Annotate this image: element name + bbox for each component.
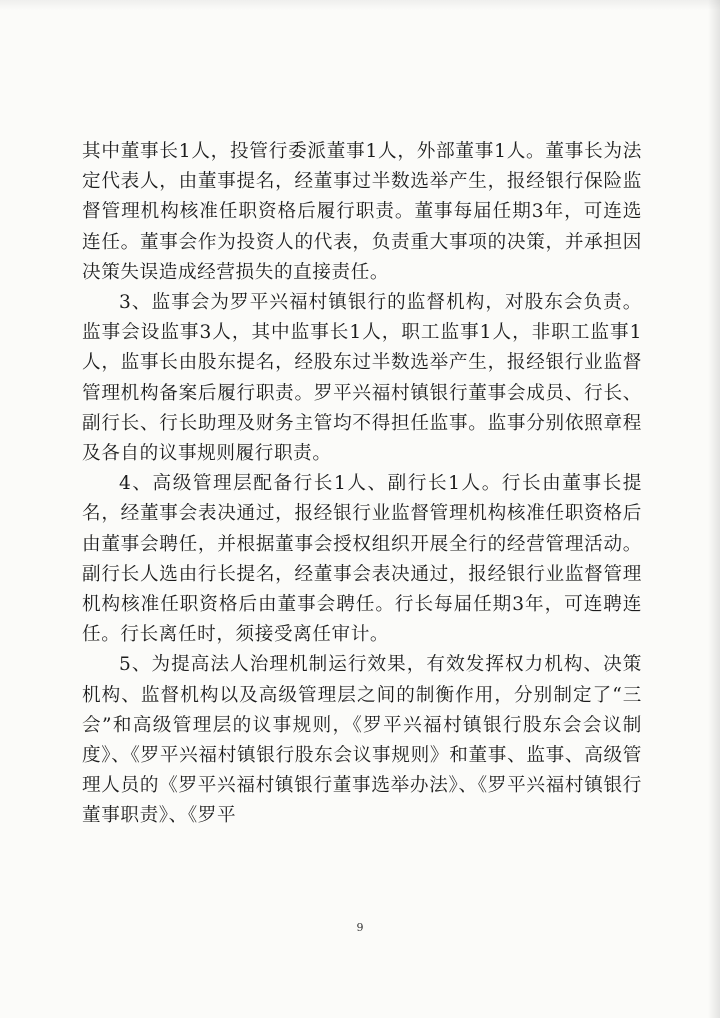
scan-shadow-top [0,0,720,10]
paragraph-supervisory-board: 3、监事会为罗平兴福村镇银行的监督机构，对股东会负责。监事会设监事3人，其中监事长1人，职工监事1人，非职工监事1人，监事长由股东提名，经股东过半数选举产生，报经银行业监督管理机构备案后履行职责。罗平兴福村镇银行董事会成员、行长、副行长、行长助理及财务主管均不得担任监事。监事分别依照章程及各自的议事规则履行职责。 [82,292,642,465]
paragraph-governance-rules: 5、为提高法人治理机制运行效果，有效发挥权力机构、决策机构、监督机构以及高级管理层之间的制衡作用，分别制定了“三会”和高级管理层的议事规则，《罗平兴福村镇银行股东会会议制度》、《罗平兴福村镇银行股东会议事规则》和董事、监事、高级管理人员的《罗平兴福村镇银行董事选举办法》、《罗平兴福村镇银行董事职责》、《罗平 [82,654,642,827]
body-text [82,137,642,832]
paragraph-board-composition: 其中董事长1人，投管行委派董事1人，外部董事1人。董事长为法定代表人，由董事提名，经董事过半数选举产生，报经银行保险监督管理机构核准任职资格后履行职责。董事每届任期3年，可连选连任。董事会作为投资人的代表，负责重大事项的决策，并承担因决策失误造成经营损失的直接责任。 [82,141,642,283]
paragraph-senior-management: 4、高级管理层配备行长1人、副行长1人。行长由董事长提名，经董事会表决通过，报经银行业监督管理机构核准任职资格后由董事会聘任，并根据董事会授权组织开展全行的经营管理活动。副行长人选由行长提名，经董事会表决通过，报经银行业监督管理机构核准任职资格后由董事会聘任。行长每届任期3年，可连聘连任。行长离任时，须接受离任审计。 [82,473,642,646]
scan-shadow-right [708,0,720,1018]
page-number: 9 [356,921,364,934]
